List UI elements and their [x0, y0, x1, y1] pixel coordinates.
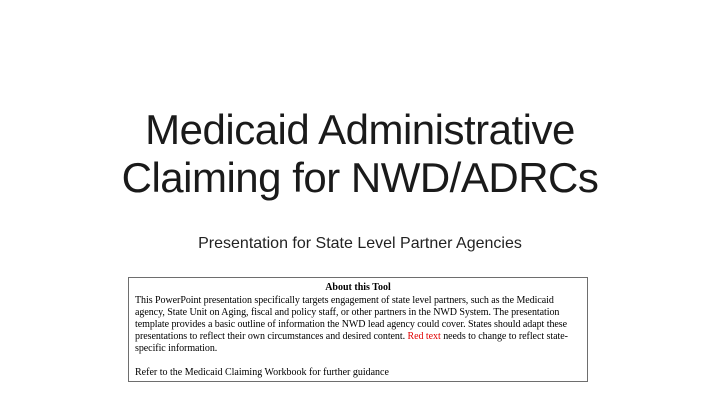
- slide-title-line-2: Claiming for NWD/ADRCs: [121, 154, 599, 201]
- slide-subtitle: Presentation for State Level Partner Agencies: [198, 235, 522, 252]
- about-box-body-text: This PowerPoint presentation specifically targets engagement of state level partners, such as the Medicaid agency, State Unit on Aging, fiscal and policy staff, or other partners in the NWD System. The presentation template provides a basic outline of information the NWD lead agency could cover. States should adapt these presentations to reflect their own circumstances and desired content.: [135, 295, 568, 342]
- about-box-note: Refer to the Medicaid Claiming Workbook for further guidance: [135, 367, 389, 378]
- slide-title-line-1: Medicaid Administrative: [145, 106, 575, 153]
- about-box-body-text-after: needs to change to reflect state-specific information.: [135, 331, 568, 354]
- about-this-tool-box: [128, 277, 588, 382]
- slide-title: [0, 106, 720, 202]
- red-text-label: Red text: [407, 331, 441, 342]
- about-box-body: [135, 295, 581, 355]
- about-box-heading: About this Tool: [325, 282, 391, 293]
